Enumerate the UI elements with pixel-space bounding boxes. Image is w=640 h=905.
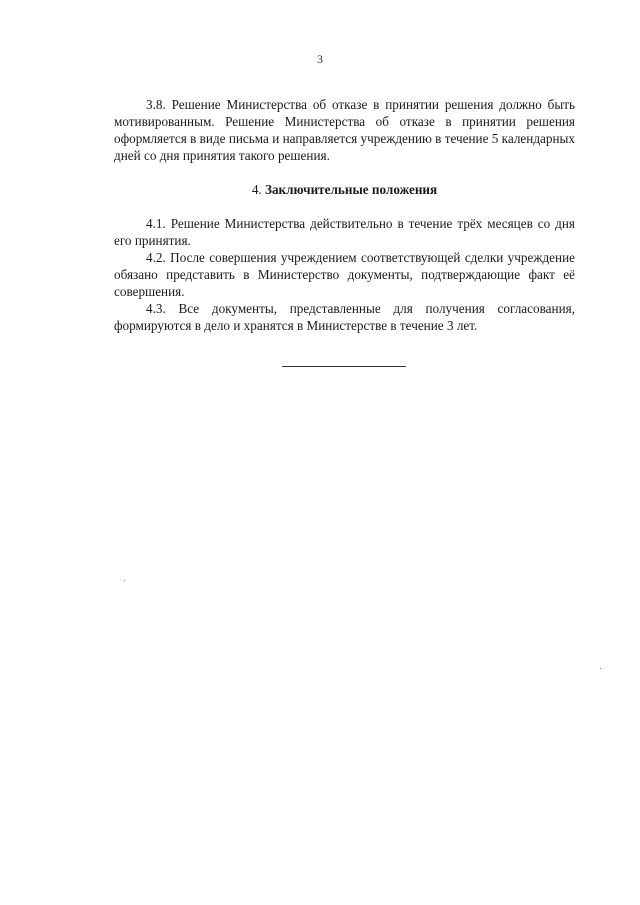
scan-speck (600, 668, 601, 669)
document-body (114, 96, 575, 334)
end-divider-line (282, 366, 406, 367)
paragraph-4-3: 4.3. Все документы, представленные для получения согласования, формируются в дело и хранятся в Министерстве в течение 3 лет. (114, 301, 575, 333)
paragraph-3-8: 3.8. Решение Министерства об отказе в принятии решения должно быть мотивированным. Решение Министерства об отказе в принятии решения оформляется в виде письма и направляется учреждению в течение 5 календарных дней со дня принятия такого решения. (114, 97, 575, 163)
section-4-number: 4. (251, 182, 262, 197)
section-4-heading (114, 181, 575, 198)
paragraph-4-2: 4.2. После совершения учреждением соответствующей сделки учреждение обязано представить в Министерство документы, подтверждающие факт её совершения. (114, 250, 575, 299)
page-number: 3 (317, 52, 323, 66)
section-4-title: Заключительные положения (265, 182, 438, 197)
paragraph-4-1: 4.1. Решение Министерства действительно в течение трёх месяцев со дня его принятия. (114, 216, 575, 248)
scan-speck (124, 580, 125, 581)
